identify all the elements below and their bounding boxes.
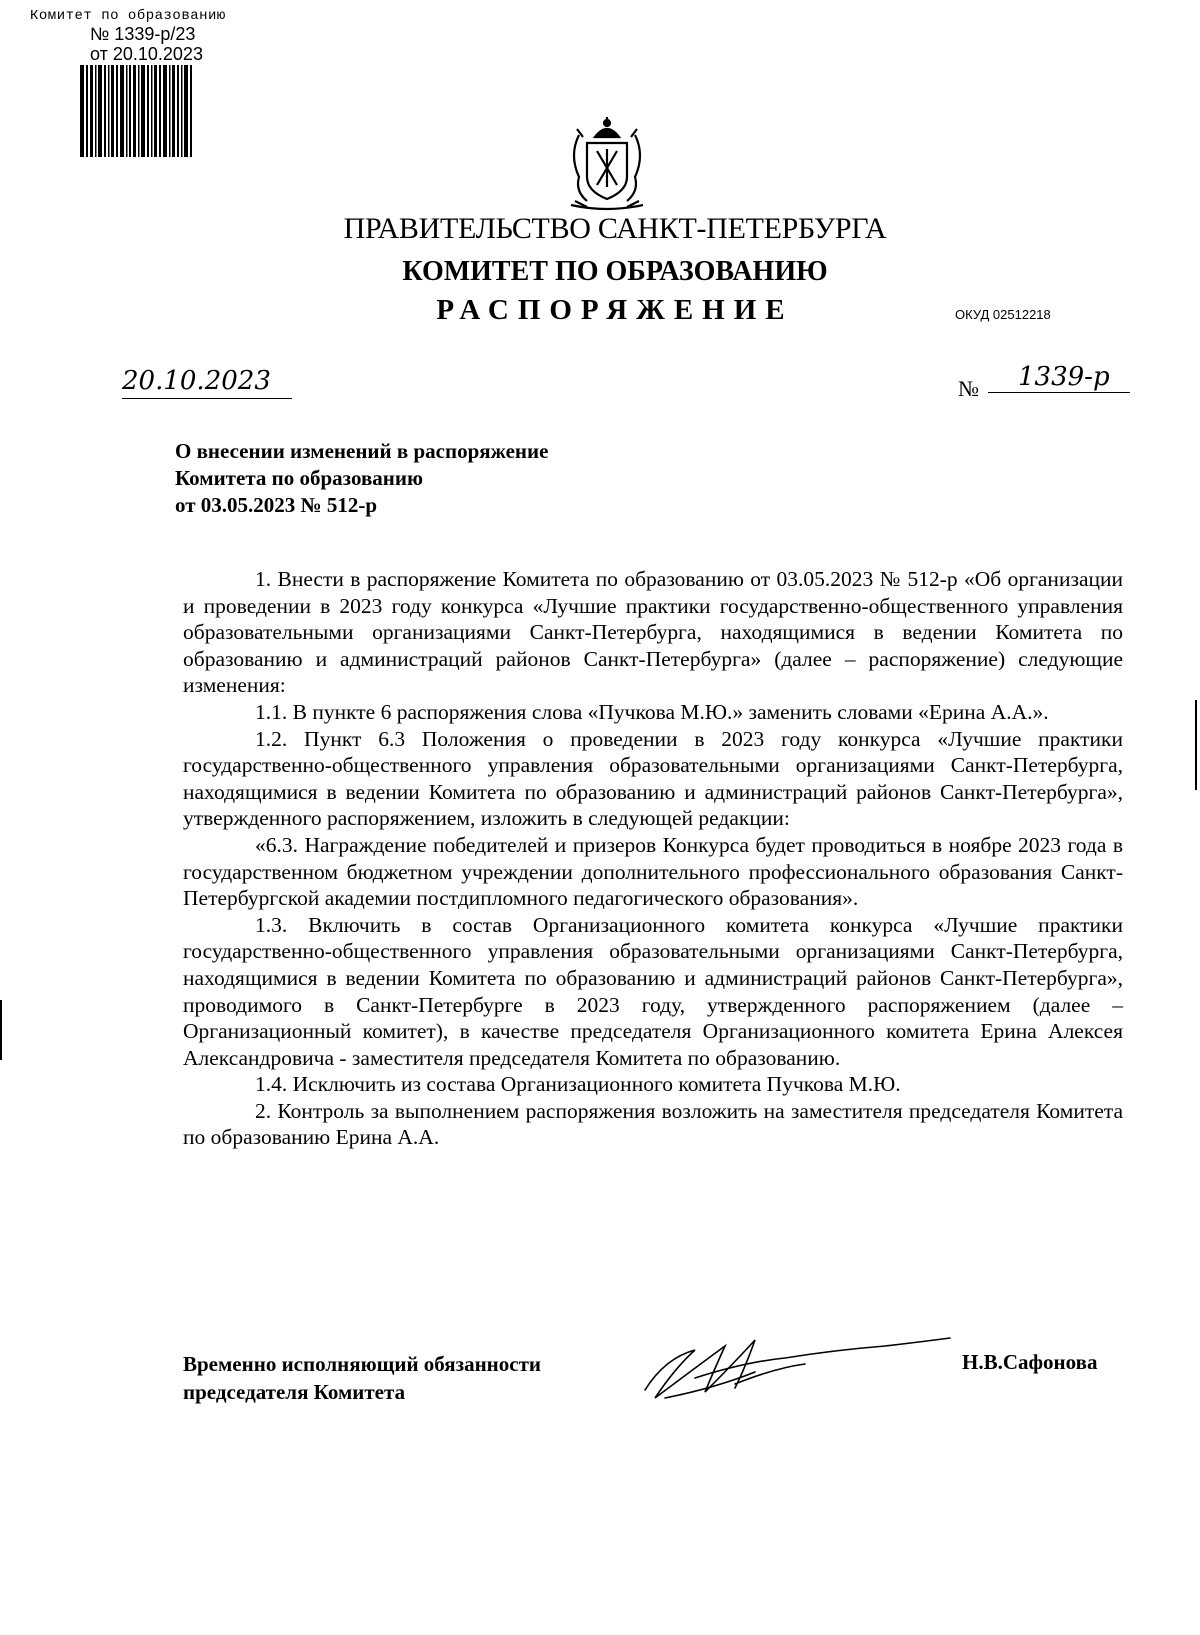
scan-edge-mark [1195, 700, 1197, 790]
barcode [80, 65, 195, 157]
number-label: № [958, 376, 979, 401]
document-body [183, 566, 1123, 1151]
government-title: ПРАВИТЕЛЬСТВО САНКТ-ПЕТЕРБУРГА [343, 212, 887, 245]
signatory-name: Н.В.Сафонова [962, 1350, 1098, 1374]
paragraph: 1.3. Включить в состав Организационного комитета конкурса «Лучшие практики государственно-общественного управления образовательными организациями Санкт-Петербурга, находящимися в ведении Комитета по образованию и администраций районов Санкт-Петербурга», проводимого в Санкт-Петербурге в 2023 году, утвержденного распоряжением (далее – Организационный комитет), в качестве председателя Организационного комитета Ерина Алексея Александровича - заместителя председателя Комитета по образованию. [183, 912, 1123, 1070]
document-type: РАСПОРЯЖЕНИЕ [436, 294, 794, 326]
position-line: Временно исполняющий обязанности [183, 1352, 542, 1376]
document-date: 20.10.2023 [122, 366, 292, 399]
committee-title: КОМИТЕТ ПО ОБРАЗОВАНИЮ [402, 256, 828, 287]
paragraph: «6.3. Награждение победителей и призеров Конкурса будет проводиться в ноябре 2023 года в государственном бюджетном учреждении дополнительного профессионального образования Санкт-Петербургской академии постдипломного педагогического образования». [183, 832, 1123, 911]
stamp-date: от 20.10.2023 [90, 44, 203, 64]
document-number: 1339-р [988, 362, 1130, 393]
document-subject [175, 438, 548, 519]
subject-line: от 03.05.2023 № 512-р [175, 493, 378, 517]
subject-line: О внесении изменений в распоряжение [175, 439, 549, 463]
paragraph: 1.2. Пункт 6.3 Положения о проведении в 2023 году конкурса «Лучшие практики государственно-общественного управления образовательными организациями Санкт-Петербурга, находящимися в ведении Комитета по образованию и администраций районов Санкт-Петербурга», утвержденного распоряжением, изложить в следующей редакции: [183, 726, 1123, 831]
scan-edge-mark [0, 1000, 2, 1060]
handwritten-signature [635, 1328, 955, 1408]
stamp-number: № 1339-р/23 [90, 24, 196, 44]
paragraph: 1.4. Исключить из состава Организационного комитета Пучкова М.Ю. [255, 1072, 901, 1097]
position-line: председателя Комитета [183, 1380, 406, 1404]
subject-line: Комитета по образованию [175, 466, 424, 490]
okud-code: ОКУД 02512218 [955, 307, 1051, 322]
paragraph: 1.1. В пункте 6 распоряжения слова «Пучкова М.Ю.» заменить словами «Ерина А.А.». [255, 699, 1049, 724]
stamp-org: Комитет по образованию [30, 8, 226, 24]
paragraph: 2. Контроль за выполнением распоряжения возложить на заместителя председателя Комитета по образованию Ерина А.А. [183, 1098, 1123, 1150]
registration-stamp [30, 8, 280, 64]
coat-of-arms-icon [557, 115, 657, 213]
signatory-position [183, 1350, 541, 1406]
paragraph: 1. Внести в распоряжение Комитета по образованию от 03.05.2023 № 512-р «Об организации и проведении в 2023 году конкурса «Лучшие практики государственно-общественного управления образовательными организациями Санкт-Петербурга, находящимися в ведении Комитета по образованию и администраций районов Санкт-Петербурга» (далее – распоряжение) следующие изменения: [183, 567, 1123, 698]
